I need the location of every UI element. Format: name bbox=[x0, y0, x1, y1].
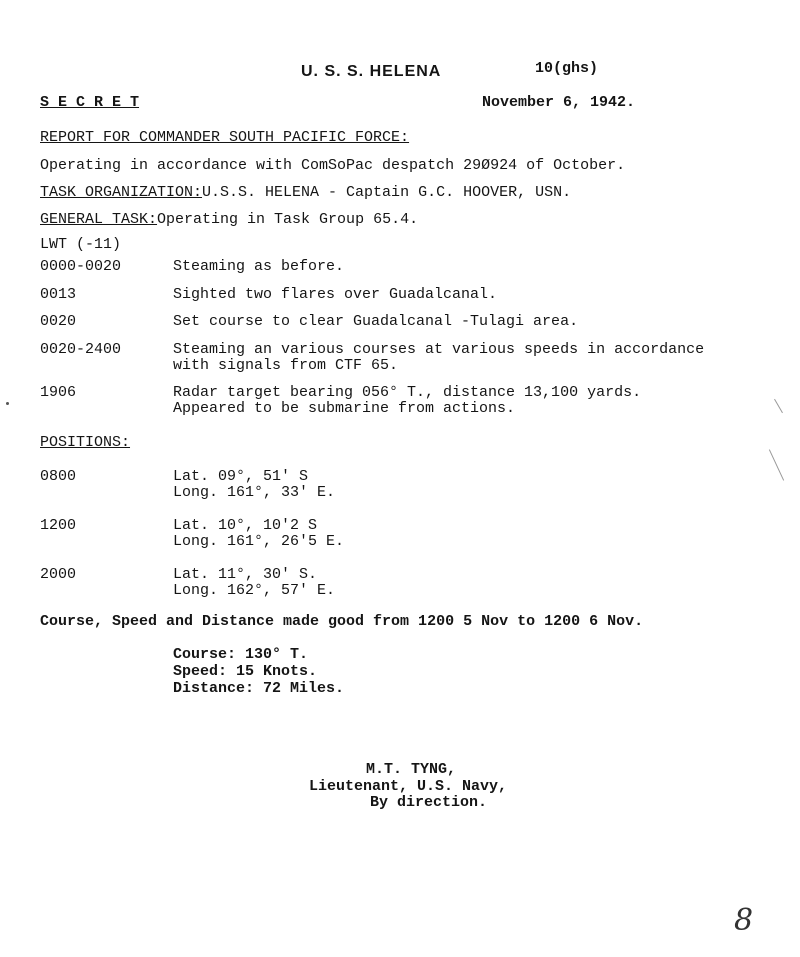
log-text: with signals from CTF 65. bbox=[173, 357, 399, 374]
scan-mark bbox=[774, 399, 783, 413]
scan-mark bbox=[769, 449, 784, 480]
task-organization bbox=[40, 184, 571, 201]
position-long: Long. 161°, 33' E. bbox=[173, 484, 336, 501]
report-date: November 6, 1942. bbox=[482, 94, 636, 111]
task-organization-value: U.S.S. HELENA - Captain G.C. HOOVER, USN. bbox=[202, 184, 572, 201]
position-time: 1200 bbox=[40, 517, 77, 534]
log-time: 0020 bbox=[40, 313, 77, 330]
operating-line: Operating in accordance with ComSoPac despatch 29Ø924 of October. bbox=[40, 157, 626, 174]
log-time: 0020-2400 bbox=[40, 341, 122, 358]
ship-name: U. S. S. HELENA bbox=[301, 63, 442, 80]
signature-rank: Lieutenant, U.S. Navy, bbox=[309, 778, 508, 795]
general-task-value: Operating in Task Group 65.4. bbox=[157, 211, 419, 228]
classification: S E C R E T bbox=[40, 94, 140, 111]
summary-course: Course: 130° T. bbox=[173, 646, 309, 663]
task-organization-label: TASK ORGANIZATION: bbox=[40, 184, 203, 201]
general-task bbox=[40, 211, 418, 228]
position-lat: Lat. 11°, 30' S. bbox=[173, 566, 318, 583]
log-time: 1906 bbox=[40, 384, 77, 401]
position-long: Long. 162°, 57' E. bbox=[173, 582, 336, 599]
position-time: 0800 bbox=[40, 468, 77, 485]
summary-distance: Distance: 72 Miles. bbox=[173, 680, 345, 697]
signature-by: By direction. bbox=[370, 794, 488, 811]
positions-label: POSITIONS: bbox=[40, 434, 131, 451]
report-title: REPORT FOR COMMANDER SOUTH PACIFIC FORCE: bbox=[40, 129, 410, 146]
page-number: 8 bbox=[734, 903, 754, 938]
document-code: 10(ghs) bbox=[535, 60, 599, 77]
time-zone: LWT (-11) bbox=[40, 236, 122, 253]
log-text: Sighted two flares over Guadalcanal. bbox=[173, 286, 498, 303]
scan-speck bbox=[6, 402, 9, 405]
position-time: 2000 bbox=[40, 566, 77, 583]
log-text: Appeared to be submarine from actions. bbox=[173, 400, 516, 417]
log-text: Steaming as before. bbox=[173, 258, 345, 275]
log-time: 0000-0020 bbox=[40, 258, 122, 275]
summary-speed: Speed: 15 Knots. bbox=[173, 663, 318, 680]
signature-name: M.T. TYNG, bbox=[366, 761, 457, 778]
log-time: 0013 bbox=[40, 286, 77, 303]
position-lat: Lat. 09°, 51' S bbox=[173, 468, 309, 485]
general-task-label: GENERAL TASK: bbox=[40, 211, 158, 228]
position-lat: Lat. 10°, 10'2 S bbox=[173, 517, 318, 534]
log-text: Set course to clear Guadalcanal -Tulagi area. bbox=[173, 313, 579, 330]
position-long: Long. 161°, 26'5 E. bbox=[173, 533, 345, 550]
summary-line: Course, Speed and Distance made good from 1200 5 Nov to 1200 6 Nov. bbox=[40, 613, 644, 630]
log-text: Radar target bearing 056° T., distance 13,100 yards. bbox=[173, 384, 642, 401]
log-text: Steaming an various courses at various speeds in accordance bbox=[173, 341, 705, 358]
